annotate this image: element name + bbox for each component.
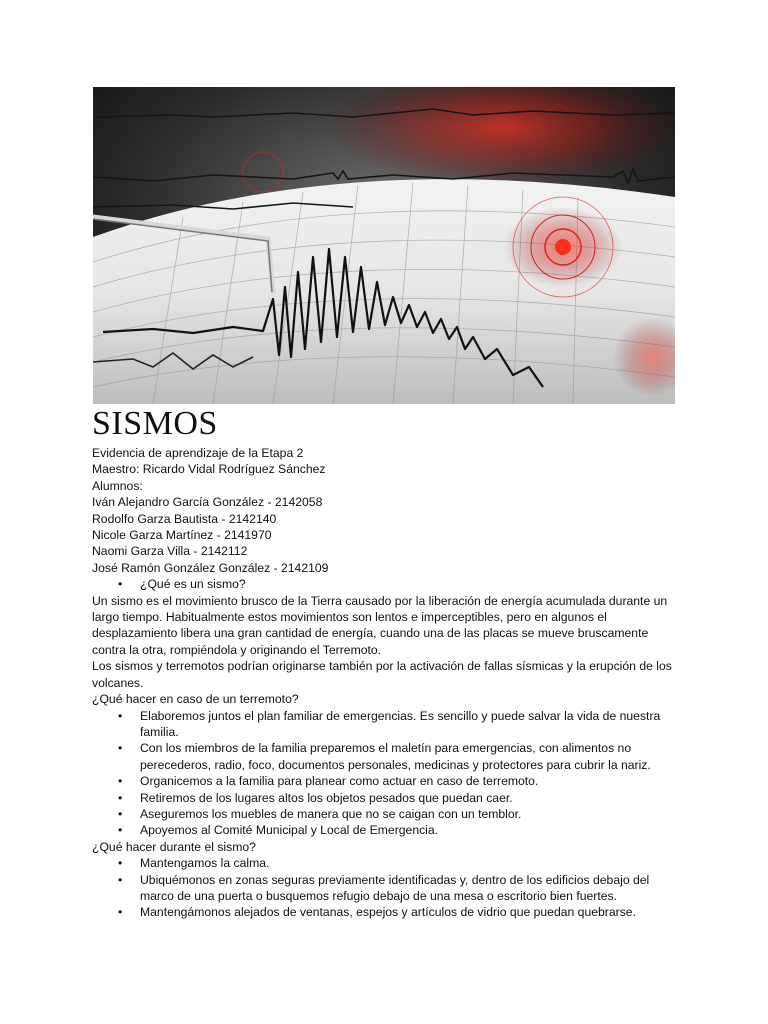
- question-list: [92, 576, 682, 592]
- bullet-list: [92, 855, 682, 921]
- header-line: Maestro: Ricardo Vidal Rodríguez Sánchez: [92, 462, 326, 477]
- list-item: • ¿Qué es un sismo?: [92, 576, 682, 592]
- list-item: • Ubiquémonos en zonas seguras previamente identificadas y, dentro de los edificios debajo del marco de una puerta o busquemos refugio debajo de una mesa o escritorio bien fuertes.: [92, 872, 682, 905]
- student-line: Nicole Garza Martínez - 2141970: [92, 528, 272, 543]
- paragraph: Los sismos y terremotos podrían originarse también por la activación de fallas sísmicas y la erupción de los volcanes.: [92, 659, 672, 690]
- student-line: Iván Alejandro García González - 2142058: [92, 495, 323, 510]
- section-heading: ¿Qué hacer durante el sismo?: [92, 839, 256, 854]
- list-item: • Mantengámonos alejados de ventanas, espejos y artículos de vidrio que puedan quebrarse.: [92, 904, 682, 920]
- section-heading: ¿Qué hacer en caso de un terremoto?: [92, 692, 299, 707]
- list-item: • Con los miembros de la familia preparemos el maletín para emergencias, con alimentos no perecederos, radio, foco, documentos personales, medicinas y protectores para cubrir la nariz.: [92, 740, 682, 773]
- student-line: José Ramón González González - 2142109: [92, 560, 329, 575]
- seismograph-image: [93, 87, 675, 404]
- list-item: • Organicemos a la familia para planear como actuar en caso de terremoto.: [92, 773, 682, 789]
- list-item: • Retiremos de los lugares altos los objetos pesados que puedan caer.: [92, 790, 682, 806]
- list-item: • Aseguremos los muebles de manera que no se caigan con un temblor.: [92, 806, 682, 822]
- bullet-list: [92, 708, 682, 839]
- list-item: • Mantengamos la calma.: [92, 855, 682, 871]
- student-line: Naomi Garza Villa - 2142112: [92, 544, 248, 559]
- header-line: Evidencia de aprendizaje de la Etapa 2: [92, 446, 304, 460]
- student-line: Rodolfo Garza Bautista - 2142140: [92, 511, 277, 526]
- document-body: [92, 404, 682, 921]
- list-item: • Elaboremos juntos el plan familiar de emergencias. Es sencillo y puede salvar la vida de nuestra familia.: [92, 708, 682, 741]
- header-line: Alumnos:: [92, 478, 143, 493]
- paragraph: Un sismo es el movimiento brusco de la Tierra causado por la liberación de energía acumulada durante un largo tiempo. Habitualmente estos movimientos son lentos e imperceptibles, pero en algunos el desplazamiento libera una gran cantidad de energía, cuando una de las placas se mueve bruscamente contra la otra, rompiéndola y originando el Terremoto.: [92, 593, 668, 657]
- list-item: • Apoyemos al Comité Municipal y Local de Emergencia.: [92, 822, 682, 838]
- document-title: SISMOS: [92, 405, 218, 442]
